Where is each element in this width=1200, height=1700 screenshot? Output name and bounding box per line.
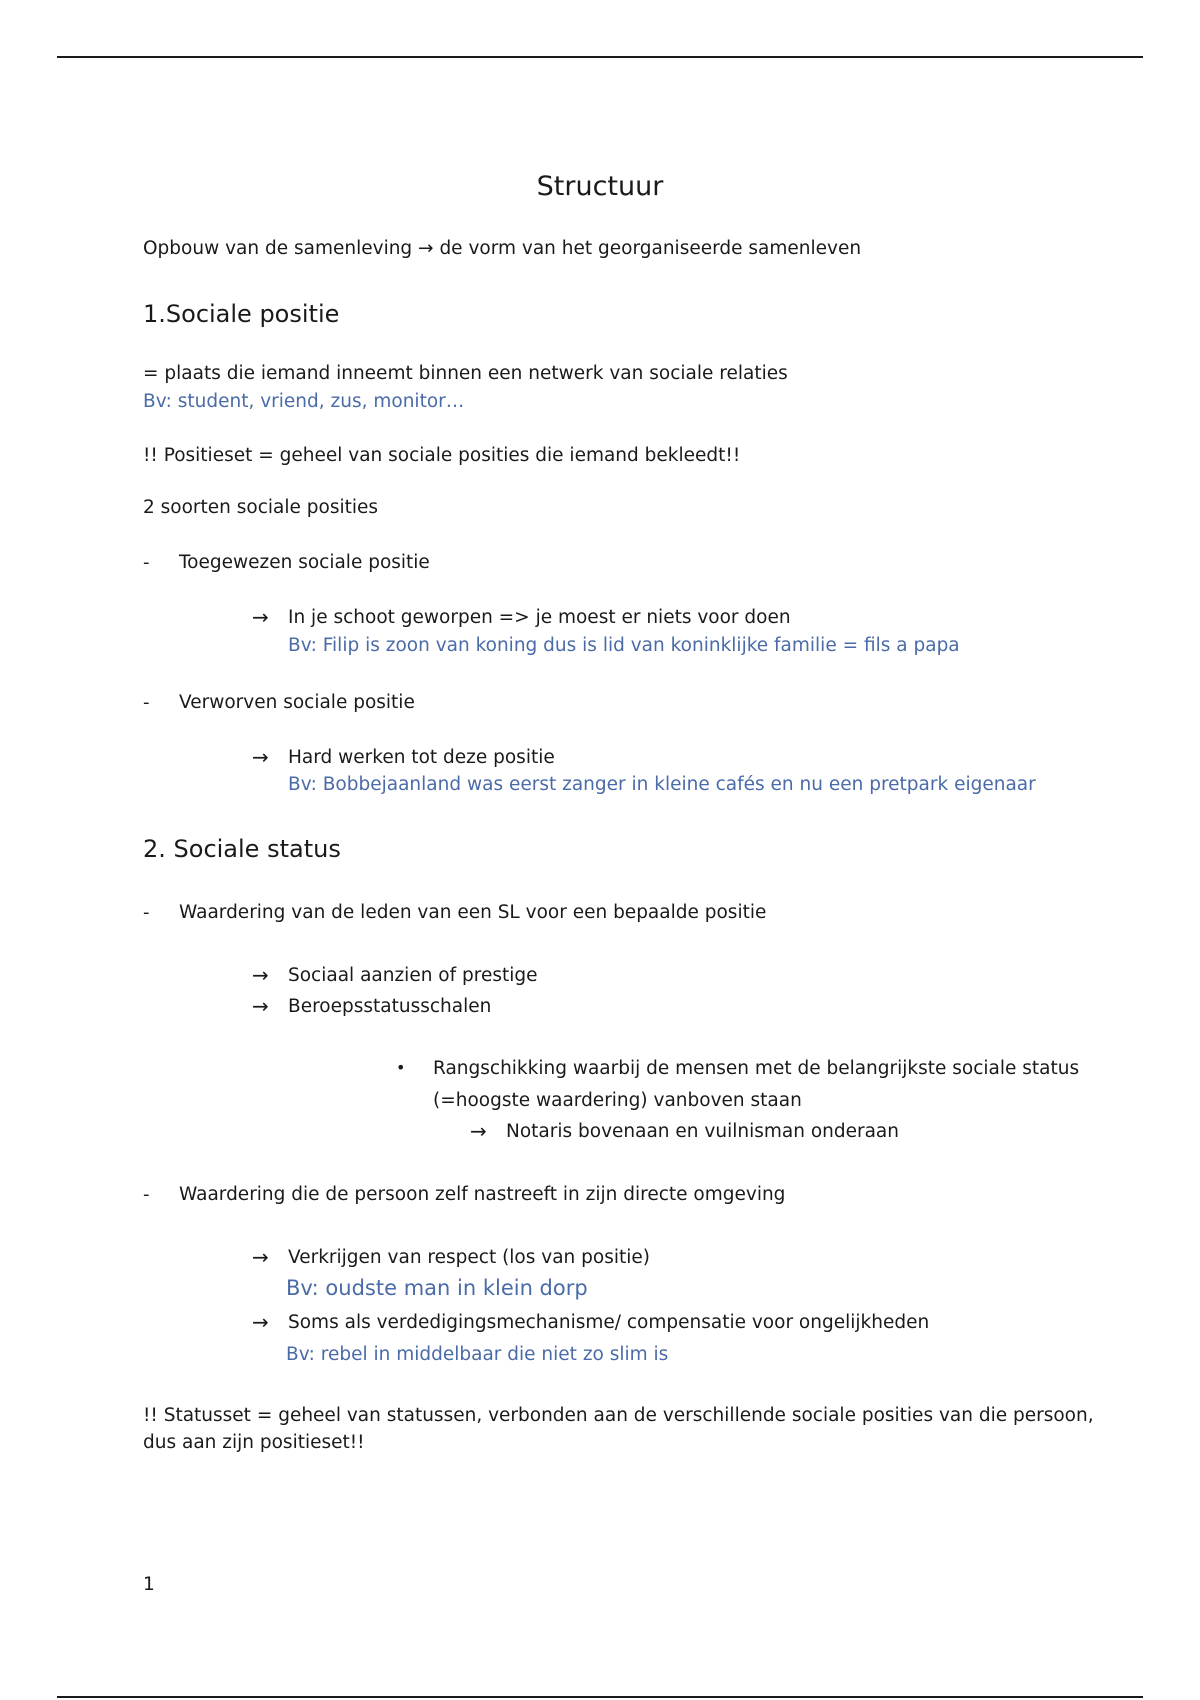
page-title: Structuur <box>536 171 664 202</box>
kinds-intro: 2 soorten sociale posities <box>143 497 379 518</box>
list-item-verworven: Verworven sociale positie <box>179 692 415 713</box>
bullet-icon: • <box>396 1058 406 1077</box>
dash-icon: - <box>143 692 150 713</box>
example-toegewezen: Bv: Filip is zoon van koning dus is lid van koninklijke familie = fils a papa <box>288 635 960 656</box>
positieset-note: !! Positieset = geheel van sociale posities die iemand bekleedt!! <box>143 445 741 466</box>
list-item-waardering-leden: Waardering van de leden van een SL voor een bepaalde positie <box>179 902 767 923</box>
definition-text: = plaats die iemand inneemt binnen een netwerk van sociale relaties <box>143 363 788 384</box>
example-text: Bv: student, vriend, zus, monitor… <box>143 391 465 412</box>
bullet-sub-notaris: Notaris bovenaan en vuilnisman onderaan <box>506 1121 899 1142</box>
bullet-rangschikking-line2: (=hoogste waardering) vanboven staan <box>433 1090 802 1111</box>
section-heading-sociale-positie: 1.Sociale positie <box>143 300 340 328</box>
bottom-rule <box>57 1696 1143 1698</box>
arrow-right-icon: → <box>252 1310 269 1334</box>
page-number: 1 <box>143 1574 155 1595</box>
example-oudste-man: Bv: oudste man in klein dorp <box>286 1276 588 1300</box>
arrow-right-icon: → <box>252 963 269 987</box>
sub-item-respect: Verkrijgen van respect (los van positie) <box>288 1247 650 1268</box>
explanation-toegewezen: In je schoot geworpen => je moest er niets voor doen <box>288 607 791 628</box>
sub-item-beroepsstatusschalen: Beroepsstatusschalen <box>288 996 492 1017</box>
list-item-toegewezen: Toegewezen sociale positie <box>179 552 430 573</box>
arrow-right-icon: → <box>252 994 269 1018</box>
arrow-right-icon: → <box>252 1245 269 1269</box>
list-item-waardering-persoon: Waardering die de persoon zelf nastreeft in zijn directe omgeving <box>179 1184 786 1205</box>
top-rule <box>57 56 1143 58</box>
arrow-right-icon: → <box>470 1119 487 1143</box>
dash-icon: - <box>143 552 150 573</box>
explanation-verworven: Hard werken tot deze positie <box>288 747 555 768</box>
statusset-note-line1: !! Statusset = geheel van statussen, verbonden aan de verschillende sociale posities van die persoon, <box>143 1405 1094 1426</box>
sub-item-aanzien: Sociaal aanzien of prestige <box>288 965 538 986</box>
arrow-right-icon: → <box>252 605 269 629</box>
example-verworven: Bv: Bobbejaanland was eerst zanger in kleine cafés en nu een pretpark eigenaar <box>288 774 1036 795</box>
statusset-note-line2: dus aan zijn positieset!! <box>143 1432 365 1453</box>
dash-icon: - <box>143 1184 150 1205</box>
section-heading-sociale-status: 2. Sociale status <box>143 835 341 863</box>
intro-text: Opbouw van de samenleving → de vorm van het georganiseerde samenleven <box>143 238 862 259</box>
arrow-right-icon: → <box>252 745 269 769</box>
dash-icon: - <box>143 902 150 923</box>
sub-item-verdediging: Soms als verdedigingsmechanisme/ compensatie voor ongelijkheden <box>288 1312 930 1333</box>
example-rebel: Bv: rebel in middelbaar die niet zo slim is <box>286 1344 669 1365</box>
bullet-rangschikking-line1: Rangschikking waarbij de mensen met de belangrijkste sociale status <box>433 1058 1080 1079</box>
